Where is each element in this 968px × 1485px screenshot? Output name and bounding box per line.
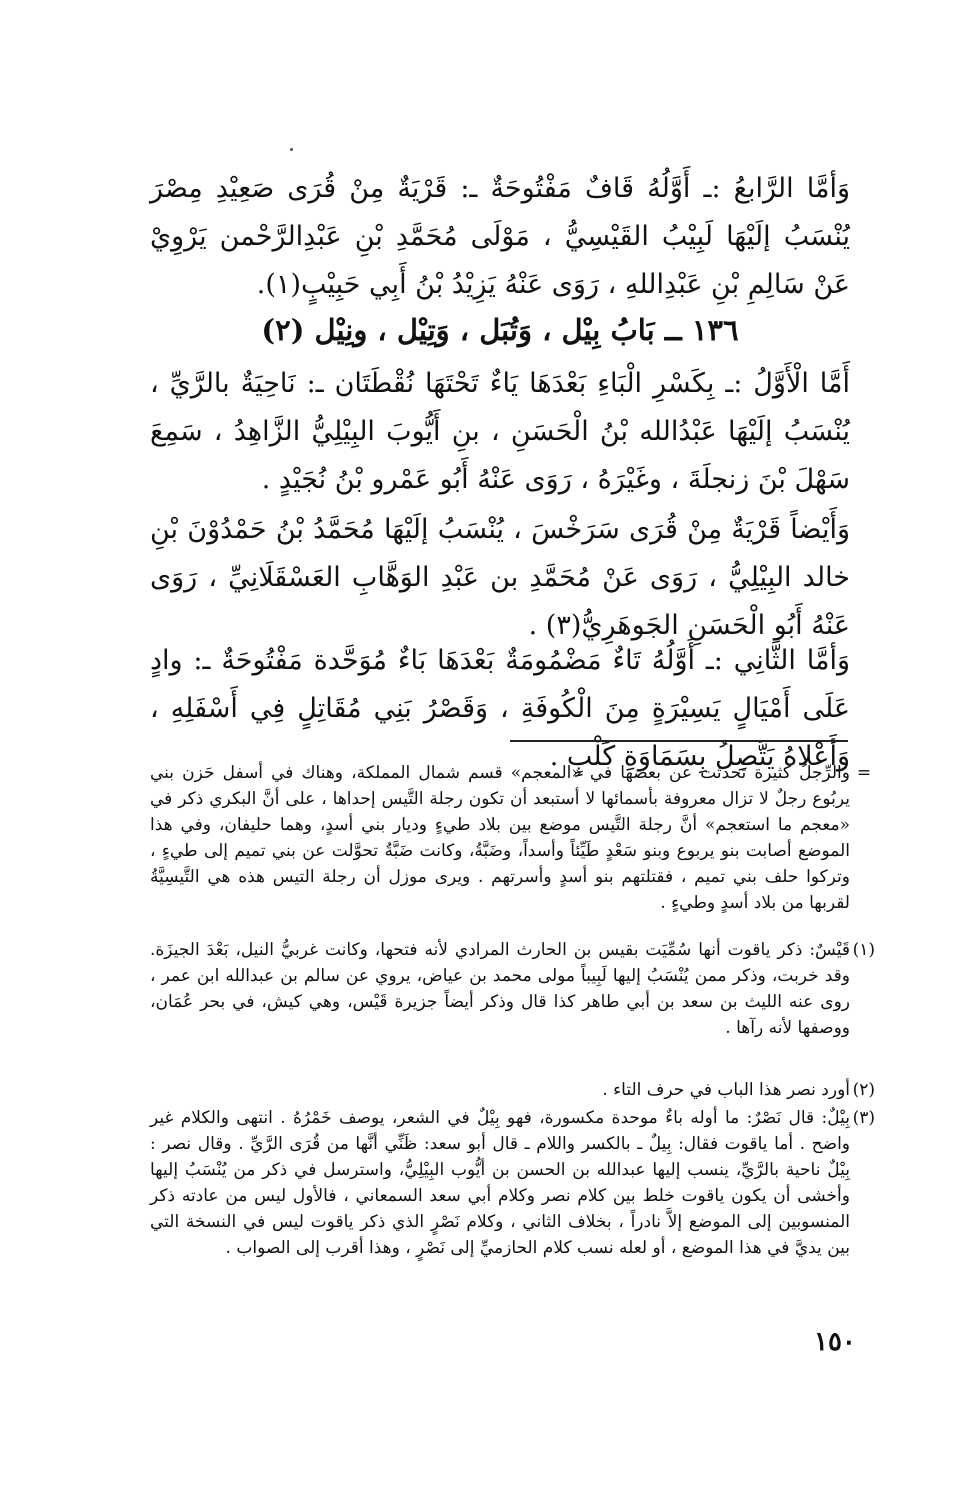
paragraph-qays xyxy=(150,165,850,309)
footnote-mark: (١) xyxy=(852,940,875,960)
page-number: ١٥٠ xyxy=(814,1327,856,1357)
paragraph-bil-first xyxy=(150,360,850,504)
footnote-text: بِيْلٌ: قال نَصْرٌ: ما أوله باءٌ موحدة مكسورة، فهو بِيْلٌ في الشعر، يوصف خَمْرُهُ . انتهى والكلام غير واضح . أما ياقوت فقال: بِيلٌ ـ بالكسر واللام ـ قال أبو سعد: ظَنِّي أنَّها من قُرَى الرَّيِّ . وقال نصر : بِيْلٌ ناحية بالرَّيِّ، ينسب إليها عبدالله بن الحسن بن أيُّوب البِيْلِيُّ، واسترسل في ذكر من يُنْسَبُ إليها وأخشى أن يكون ياقوت خلط بين كلام نصر وكلام أبي سعد السمعاني ، فالأول ليس من عادته ذكر المنسوبين إلى الموضع إلاَّ نادراً ، بخلاف الثاني ، وكلام نَصْرٍ الذي ذكر ياقوت ليس في النسخة التي بين يديَّ في هذا الموضع ، أو لعله نسب كلام الحازميِّ إلى نَصْرٍ ، وهذا أقرب إلى الصواب . xyxy=(150,1108,850,1258)
footnote-separator xyxy=(510,740,848,742)
section-heading: ١٣٦ ــ بَابُ بِيْل ، وَتُبَل ، وَتِيْل ، ونِيْل (٢) xyxy=(261,313,739,347)
footnote-mark: = xyxy=(856,763,872,783)
footnote-mark: (٢) xyxy=(852,1080,875,1100)
print-speck xyxy=(290,148,293,151)
paragraph-bil-sarakhs xyxy=(150,506,850,650)
footnote-text: والرِّجلُ كثيرة تحدثت عن بعضها في «المعجم» قسم شمال المملكة، وهناك في أسفل حَزن بني يربُوع رجلٌ لا تزال معروفة بأسمائها لا أستبعد أن تكون رجلة التَّيس إحداها ، على أنَّ البكري ذكر في «معجم ما استعجم» أنَّ رجلة التَّيس موضع بين بلاد طيءٍ وديار بني أسدٍ، وهما حليفان، وفي هذا الموضع أصابت بنو يربوع وبنو سَعْدٍ طَيِّئاً وأسداً، وضَبَّةُ، وكانت ضَبَّةُ تحوَّلت عن بني تميم إلى طيءٍ ، وتركوا حلف بني تميم ، فقتلتهم بنو أسدٍ وأسرتهم . ويرى موزل أن رجلة التيس هذه هي التَّيسِيَّةُ لقربها من بلاد أسدٍ وطيءٍ . xyxy=(150,763,850,913)
footnote-text: قَيْسٌ: ذكر ياقوت أنها سُمِّيَت بقيس بن الحارث المرادي لأنه فتحها، وكانت غربيُّ النيل، بَعْدَ الجيزَة. وقد خربت، وذكر ممن يُنْسَبُ إليها لَبِيباً مولى محمد بن عياض، يروي عن سالم بن عبدالله ابن عمر ، روى عنه الليث بن سعد بن أبي طاهر كذا قال وذكر أيضاً جزيرة قَيْس، وهي كيش، في بحر عُمَان، ووصفها لأنه رآها . xyxy=(150,940,850,1038)
footnote-mark: (٣) xyxy=(852,1108,875,1128)
paragraph-text: أَمَّا الْأَوَّلُ :ـ بِكَسْرِ الْبَاءِ بَعْدَهَا يَاءٌ تَحْتَهَا نُقْطَتَان ـ: نَاحِيَةٌ بالرَّيِّ ، يُنْسَبُ إلَيْهَا عَبْدُالله بْنُ الْحَسَنِ ، بنِ أَيُّوبَ البِيْلِيُّ الزَّاهِدُ ، سَمِعَ سَهْلَ بْنَ زنجلَةَ ، وغَيْرَهُ ، رَوَى عَنْهُ أَبُو عَمْرو بْنُ نُجَيْدٍ . xyxy=(150,368,850,495)
footnote-2 xyxy=(150,1077,875,1103)
footnote-text: أورد نصر هذا الباب في حرف التاء . xyxy=(602,1080,850,1100)
paragraph-text: وَأمَّا الثَّانِي :ـ أَوَّلُهُ تَاءٌ مَضْمُومَةٌ بَعْدَهَا بَاءٌ مُوَحَّدة مَفْتُوحَةٌ ـ: وادٍ عَلَى أَمْيَالٍ يَسِيْرَةٍ مِنَ الْكُوفَةِ ، وَقَصْرُ بَنِي مُقَاتِلٍ فِي أَسْفَلِهِ ، وَأَعْلاهُ يَتَّصِلُ بِسَمَاوَةِ كَلْبٍ . xyxy=(150,645,850,772)
footnote-continuation xyxy=(150,760,872,916)
paragraph-text: وَأَيْضاً قَرْيَةٌ مِنْ قُرَى سَرَخْسَ ، يُنْسَبُ إلَيْهَا مُحَمَّدُ بْنُ حَمْدُوْنَ بْنِ خالد البِيْلِيُّ ، رَوَى عَنْ مُحَمَّدِ بن عَبْدِ الوَهَّابِ العَسْقَلَانِيِّ ، رَوَى عَنْهُ أَبُو الْحَسَنِ الجَوهَرِيُّ(٣) . xyxy=(150,514,850,641)
footnote-3 xyxy=(150,1105,875,1261)
footnote-1 xyxy=(150,937,875,1041)
paragraph-text: وَأمَّا الرَّابعُ :ـ أَوَّلُهُ قَافٌ مَفْتُوحَةٌ ـ: قَرْيَةٌ مِنْ قُرَى صَعِيْدِ مِصْرَ يُنْسَبُ إلَيْهَا لَبِيْبُ القَيْسِيُّ ، مَوْلَى مُحَمَّدِ بْنِ عَبْدِالرَّحْمن يَرْوِيْ عَنْ سَالِمِ بْنِ عَبْدِاللهِ ، رَوَى عَنْهُ يَزِيْدُ بْنُ أَبِي حَبِيْبٍ(١). xyxy=(150,173,850,300)
